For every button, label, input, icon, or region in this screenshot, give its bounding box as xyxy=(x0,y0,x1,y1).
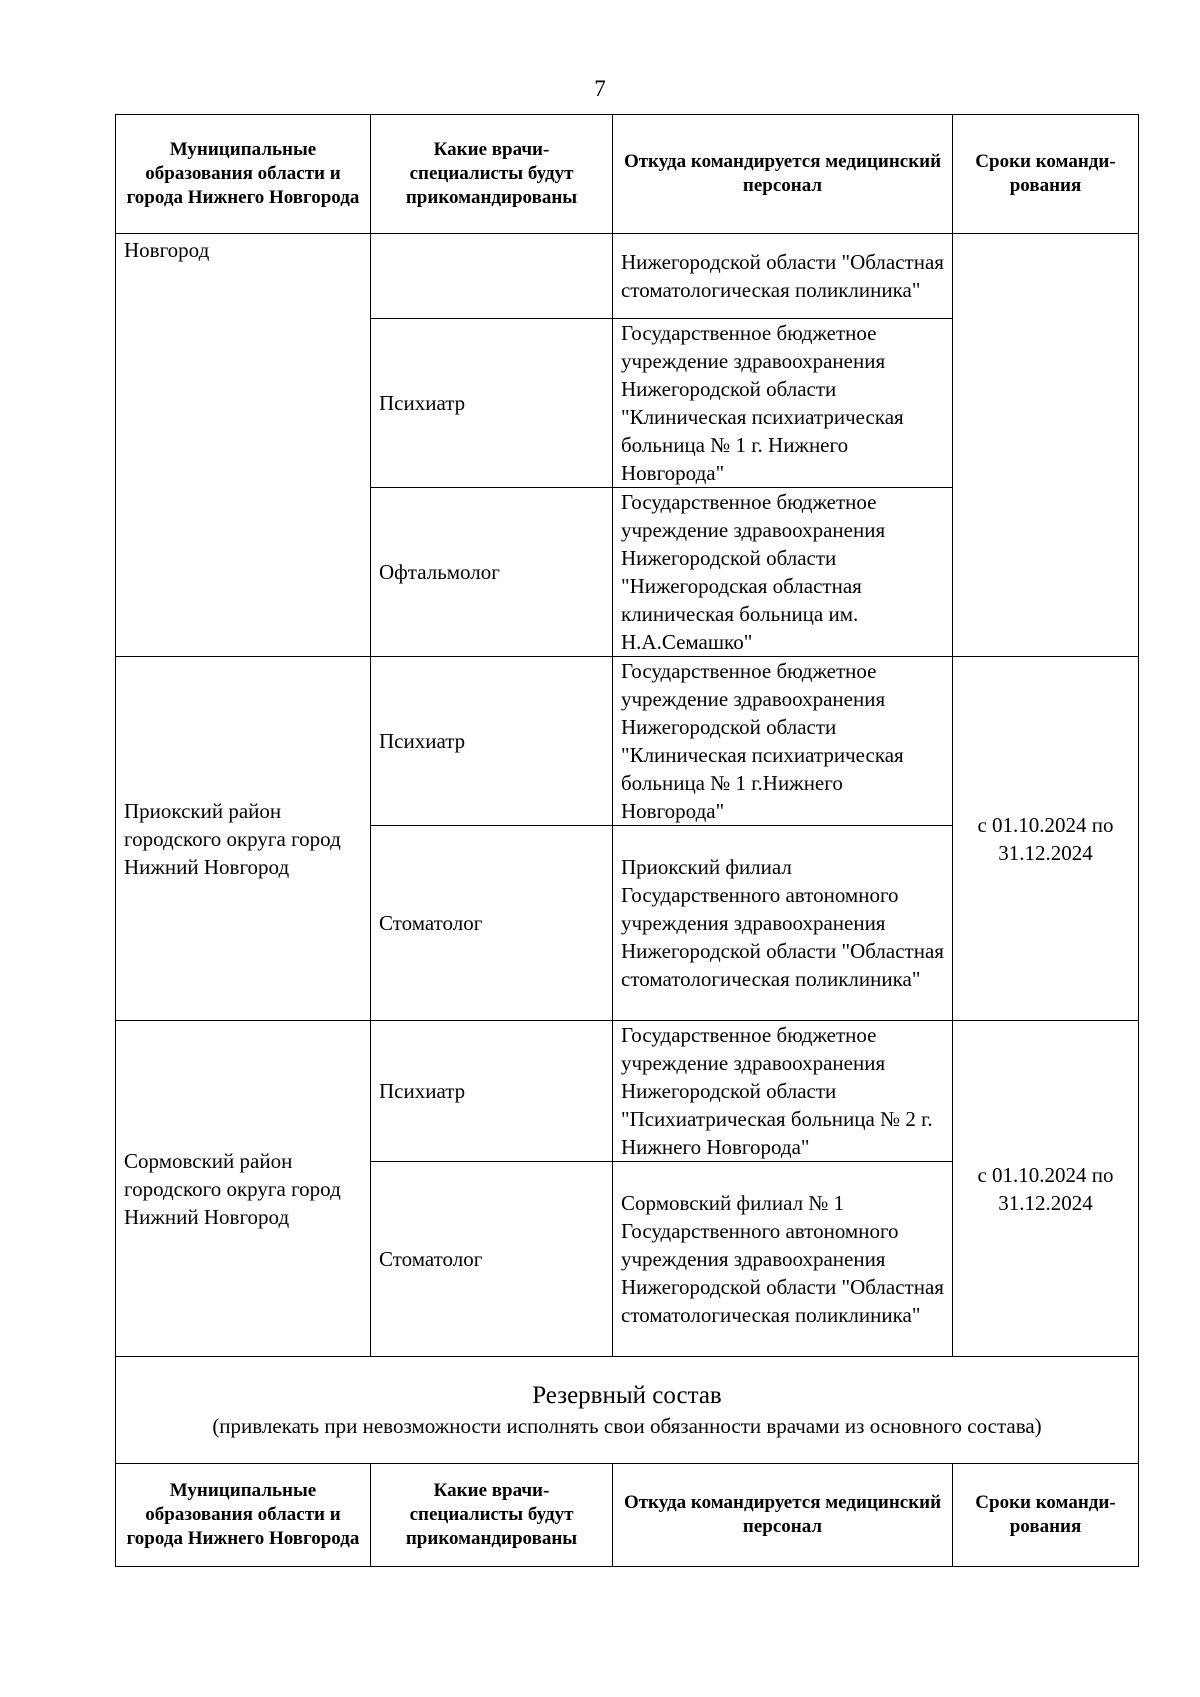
specialist-cell: Стоматолог xyxy=(371,826,613,1021)
table-row xyxy=(116,657,1139,826)
origin-cell: Государственное бюджетное учреждение здравоохранения Нижегородской области "Клиническая психиатрическая больница № 1 г. Нижнего Новгорода" xyxy=(613,319,953,488)
header-origin: Откуда командируется медицинский персонал xyxy=(613,115,953,234)
table-row xyxy=(116,1021,1139,1162)
origin-cell: Сормовский филиал № 1 Государственного автономного учреждения здравоохранения Нижегородской области "Областная стоматологическая поликлиника" xyxy=(613,1162,953,1357)
origin-cell: Нижегородской области "Областная стоматологическая поликлиника" xyxy=(613,234,953,319)
header-period: Сроки команди-рования xyxy=(953,115,1139,234)
specialist-cell: Психиатр xyxy=(371,319,613,488)
page-number: 7 xyxy=(594,76,606,101)
municipality-cell: Сормовский район городского округа город Нижний Новгород xyxy=(116,1021,371,1357)
origin-cell: Государственное бюджетное учреждение здравоохранения Нижегородской области "Психиатрическая больница № 2 г. Нижнего Новгорода" xyxy=(613,1021,953,1162)
reserve-header-row xyxy=(116,1464,1139,1567)
specialist-cell: Офтальмолог xyxy=(371,488,613,657)
period-cell: с 01.10.2024 по 31.12.2024 xyxy=(953,1021,1139,1357)
municipality-cell: Приокский район городского округа город Нижний Новгород xyxy=(116,657,371,1021)
reserve-note: (привлекать при невозможности исполнять свои обязанности врачами из основного состава) xyxy=(212,1414,1042,1438)
municipality-cell: Новгород xyxy=(116,234,371,657)
header-specialists: Какие врачи-специалисты будут прикомандированы xyxy=(371,1464,613,1567)
origin-cell: Государственное бюджетное учреждение здравоохранения Нижегородской области "Клиническая психиатрическая больница № 1 г.Нижнего Новгорода" xyxy=(613,657,953,826)
origin-cell: Государственное бюджетное учреждение здравоохранения Нижегородской области "Нижегородская областная клиническая больница им. Н.А.Семашко" xyxy=(613,488,953,657)
origin-cell: Приокский филиал Государственного автономного учреждения здравоохранения Нижегородской области "Областная стоматологическая поликлиника" xyxy=(613,826,953,1021)
table-row xyxy=(116,234,1139,319)
reserve-title: Резервный состав xyxy=(532,1382,722,1409)
table-header-row xyxy=(116,115,1139,234)
header-specialists: Какие врачи-специалисты будут прикомандированы xyxy=(371,115,613,234)
header-period: Сроки команди-рования xyxy=(953,1464,1139,1567)
reserve-cell xyxy=(116,1357,1139,1464)
specialist-cell xyxy=(371,234,613,319)
header-origin: Откуда командируется медицинский персонал xyxy=(613,1464,953,1567)
period-cell xyxy=(953,234,1139,657)
period-cell: с 01.10.2024 по 31.12.2024 xyxy=(953,657,1139,1021)
header-municipality: Муниципальные образования области и города Нижнего Новгорода xyxy=(116,1464,371,1567)
specialist-cell: Психиатр xyxy=(371,657,613,826)
specialist-cell: Стоматолог xyxy=(371,1162,613,1357)
assignment-table xyxy=(115,114,1139,1567)
header-municipality: Муниципальные образования области и города Нижнего Новгорода xyxy=(116,115,371,234)
specialist-cell: Психиатр xyxy=(371,1021,613,1162)
reserve-section xyxy=(116,1357,1139,1464)
